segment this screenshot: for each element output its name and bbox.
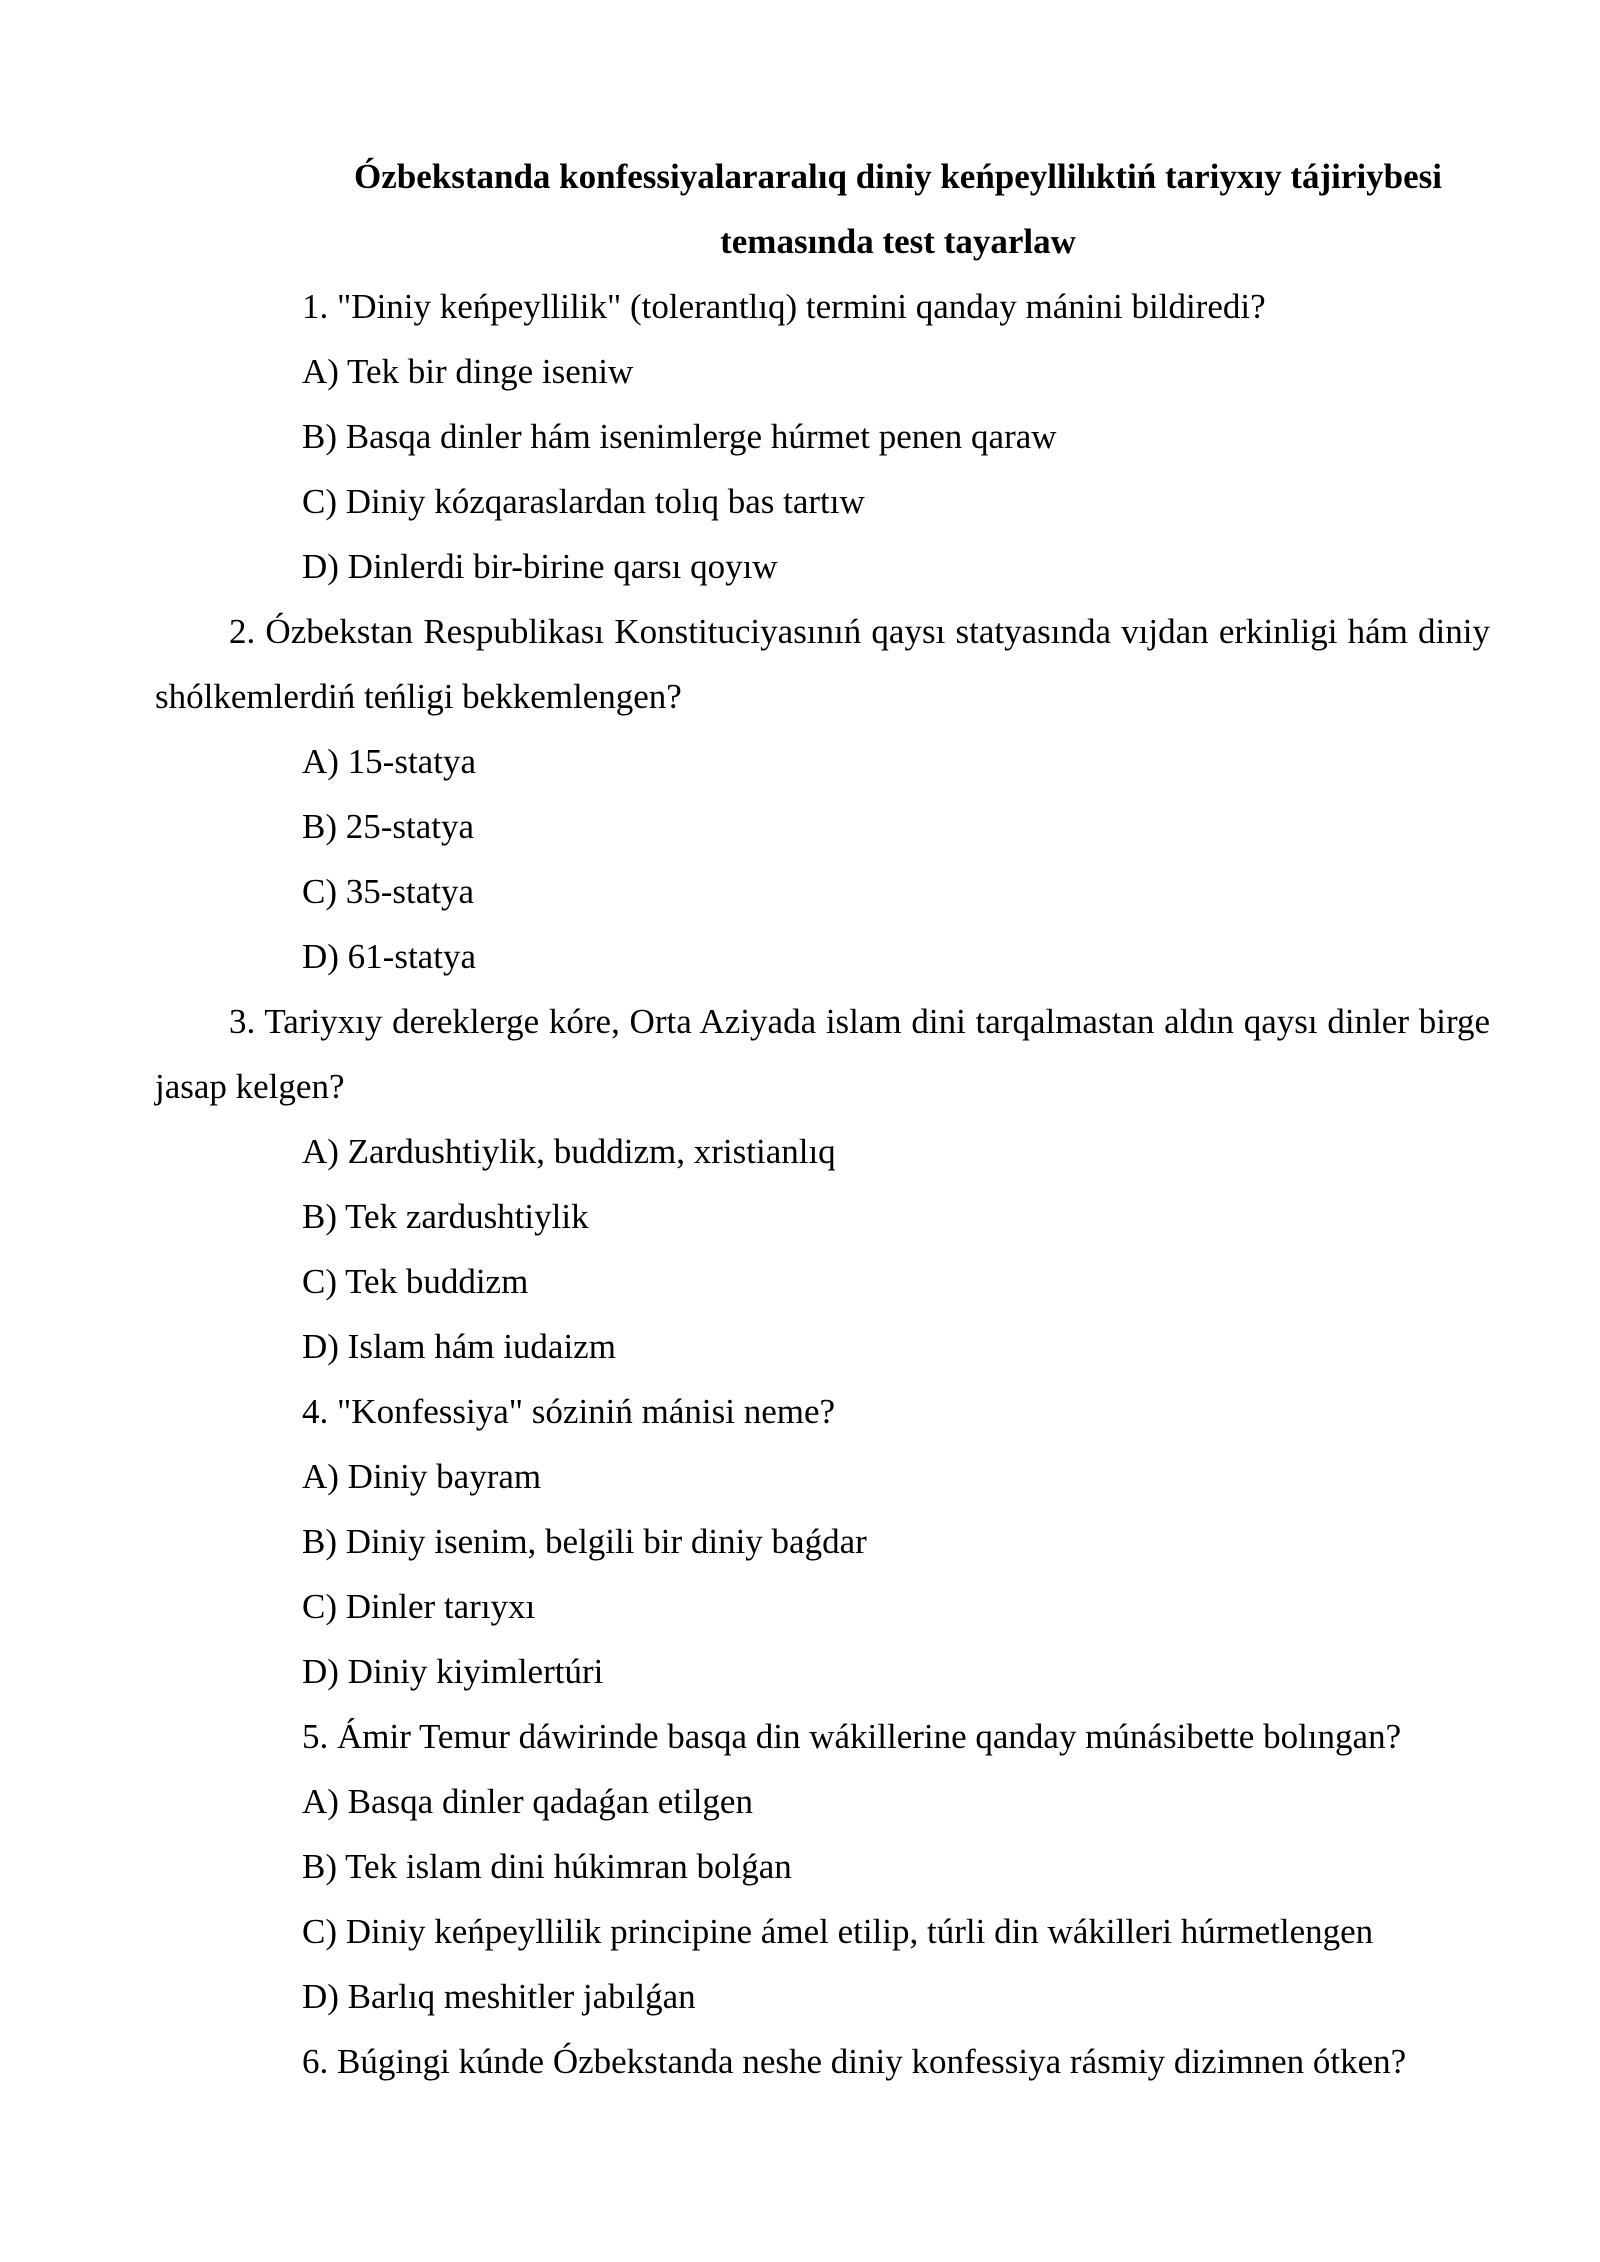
question-5-option-d: D) Barlıq meshitler jabılǵan — [302, 1977, 696, 2016]
question-3-option-d: D) Islam hám iudaizm — [302, 1327, 616, 1366]
question-1-option-d: D) Dinlerdi bir-birine qarsı qoyıw — [302, 547, 778, 586]
question-3-option-b: B) Tek zardushtiylik — [302, 1197, 589, 1236]
question-2-option-b: B) 25-statya — [302, 807, 475, 846]
question-1-option-a: A) Tek bir dinge iseniw — [302, 352, 634, 391]
question-3-option-c: C) Tek buddizm — [302, 1262, 529, 1301]
question-5-option-c: C) Diniy keńpeyllilik principine ámel etilip, túrli din wákilleri húrmetlengen — [302, 1912, 1374, 1951]
question-2-option-d: D) 61-statya — [302, 937, 476, 976]
document-title — [228, 144, 1490, 274]
document-content — [155, 144, 1490, 2094]
question-1-option-b: B) Basqa dinler hám isenimlerge húrmet penen qaraw — [302, 417, 1057, 456]
question-3-option-a: A) Zardushtiylik, buddizm, xristianlıq — [302, 1132, 836, 1171]
question-6-text: 6. Búgingi kúnde Ózbekstanda neshe diniy konfessiya rásmiy dizimnen ótken? — [302, 2042, 1407, 2081]
question-1-text: 1. "Diniy keńpeyllilik" (tolerantlıq) termini qanday mánini bildiredi? — [302, 287, 1266, 326]
question-1-option-c: C) Diniy kózqaraslardan tolıq bas tartıw — [302, 482, 865, 521]
question-4-text: 4. "Konfessiya" sóziniń mánisi neme? — [302, 1392, 836, 1431]
question-4-option-c: C) Dinler tarıyxı — [302, 1587, 536, 1626]
question-4-option-d: D) Diniy kiyimlertúri — [302, 1652, 604, 1691]
question-2-option-a: A) 15-statya — [302, 742, 476, 781]
question-5-text: 5. Ámir Temur dáwirinde basqa din wákillerine qanday múnásibette bolıngan? — [302, 1717, 1402, 1756]
question-4-option-b: B) Diniy isenim, belgili bir diniy baǵdar — [302, 1522, 867, 1561]
question-5-option-a: A) Basqa dinler qadaǵan etilgen — [302, 1782, 753, 1821]
question-4-option-a: A) Diniy bayram — [302, 1457, 542, 1496]
question-5-option-b: B) Tek islam dini húkimran bolǵan — [302, 1847, 792, 1886]
document-title-line-2: temasında test tayarlaw — [720, 222, 1076, 261]
question-2-option-c: C) 35-statya — [302, 872, 475, 911]
question-3-text: 3. Tariyxıy dereklerge kóre, Orta Aziyada islam dini tarqalmastan aldın qaysı dinler birge jasap kelgen? — [155, 1002, 1490, 1106]
question-2-text: 2. Ózbekstan Respublikası Konstituciyasınıń qaysı statyasında vıjdan erkinligi hám diniy shólkemlerdiń teńligi bekkemlengen? — [155, 612, 1490, 716]
document-title-line-1: Ózbekstanda konfessiyalararalıq diniy keńpeyllilıktiń tariyxıy tájiriybesi — [353, 157, 1443, 196]
